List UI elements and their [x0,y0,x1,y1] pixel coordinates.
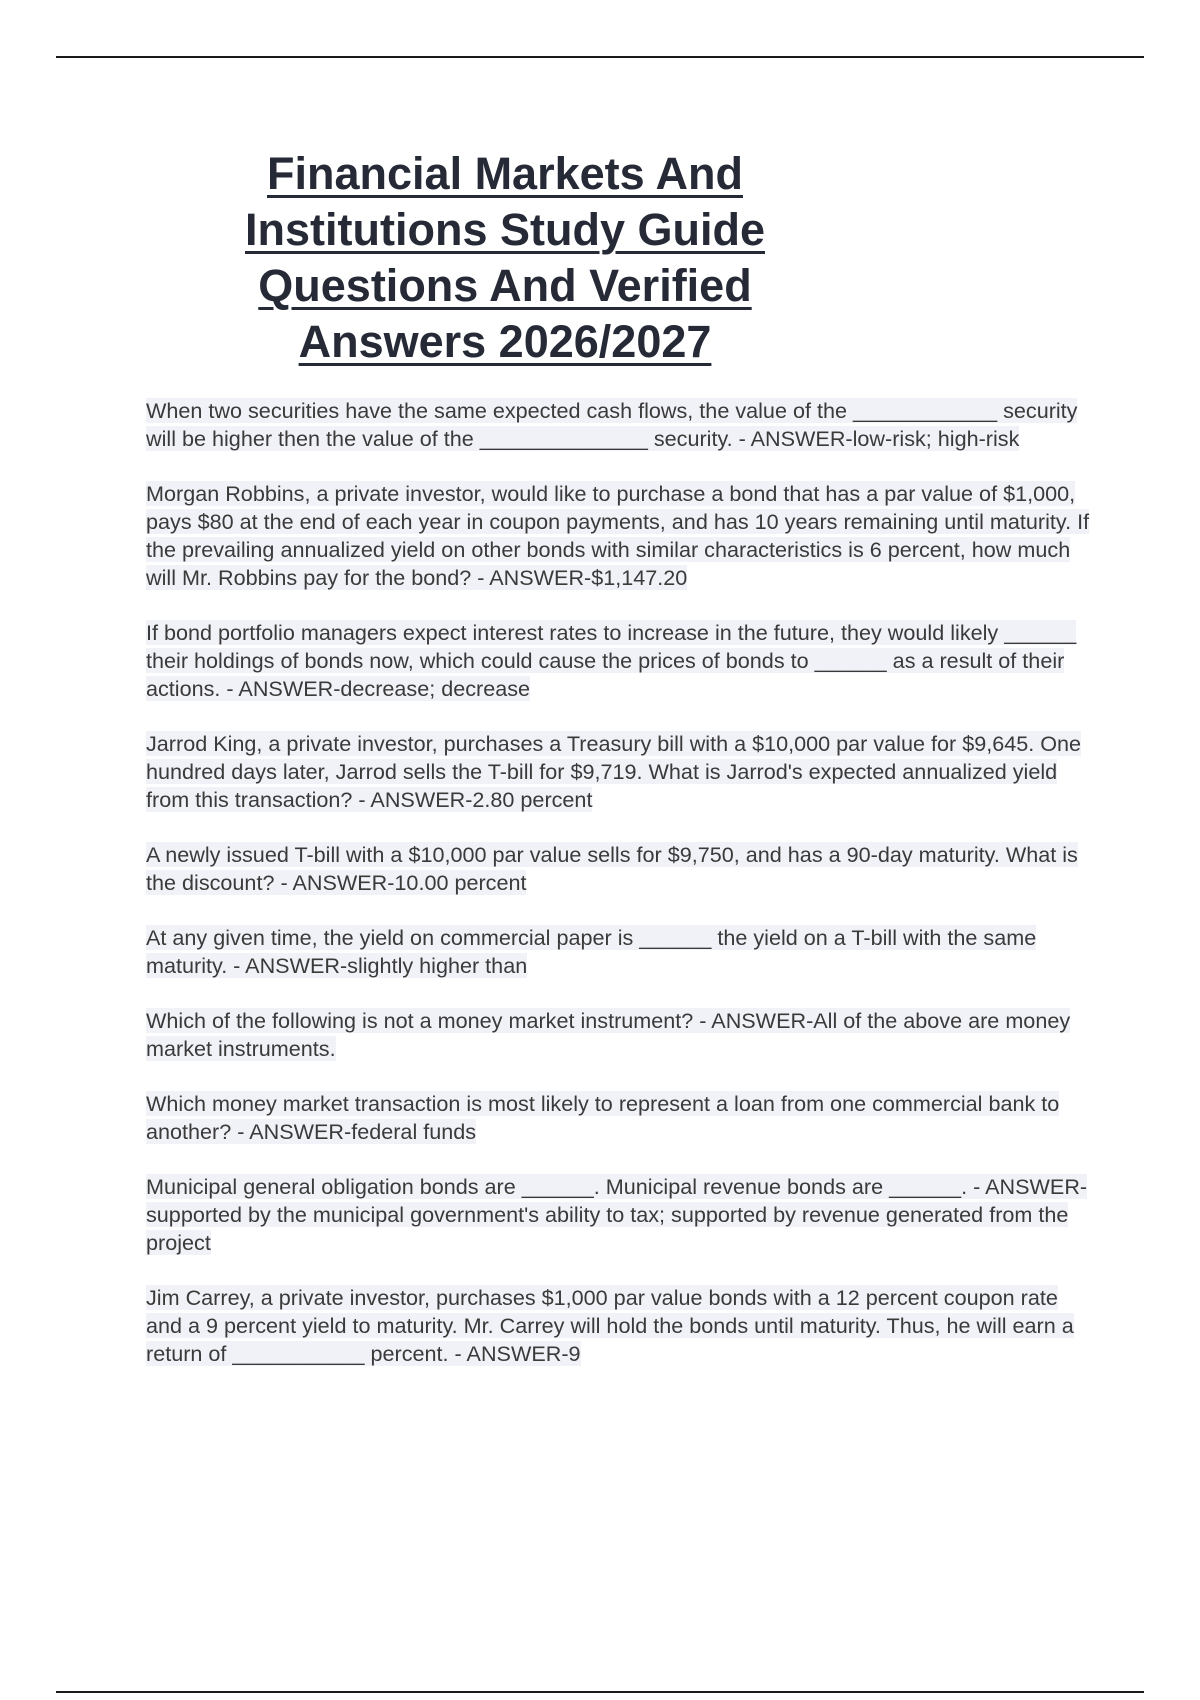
qa-text: Municipal general obligation bonds are ______. Municipal revenue bonds are ______. - ANSWER-supported by the municipal government's ability to tax; supported by revenue generated from the project [146,1174,1088,1255]
title-line: Financial Markets And [267,148,743,199]
qa-item [146,841,1091,897]
top-rule [56,56,1144,58]
qa-text: Morgan Robbins, a private investor, would like to purchase a bond that has a par value of $1,000, pays $80 at the end of each year in coupon payments, and has 10 years remaining until maturity. If the prevailing annualized yield on other bonds with similar characteristics is 6 percent, how much will Mr. Robbins pay for the bond? - ANSWER-$1,147.20 [146,481,1090,590]
qa-text: At any given time, the yield on commercial paper is ______ the yield on a T-bill with the same maturity. - ANSWER-slightly higher than [146,925,1037,978]
qa-text: When two securities have the same expected cash flows, the value of the ____________ security will be higher then the value of the ______________ security. - ANSWER-low-risk; high-risk [146,398,1078,451]
document-title [205,146,805,370]
qa-item [146,730,1091,814]
qa-text: Jarrod King, a private investor, purchases a Treasury bill with a $10,000 par value for $9,645. One hundred days later, Jarrod sells the T-bill for $9,719. What is Jarrod's expected annualized yield from this transaction? - ANSWER-2.80 percent [146,731,1082,812]
qa-text: Jim Carrey, a private investor, purchases $1,000 par value bonds with a 12 percent coupon rate and a 9 percent yield to maturity. Mr. Carrey will hold the bonds until maturity. Thus, he will earn a return of ___________ percent. - ANSWER-9 [146,1285,1074,1366]
qa-item [146,397,1091,453]
qa-item [146,619,1091,703]
qa-text: Which of the following is not a money market instrument? - ANSWER-All of the above are money market instruments. [146,1008,1071,1061]
qa-text: A newly issued T-bill with a $10,000 par value sells for $9,750, and has a 90-day maturity. What is the discount? - ANSWER-10.00 percent [146,842,1078,895]
qa-item [146,1173,1091,1257]
title-line: Questions And Verified [258,260,752,311]
title-line: Institutions Study Guide [245,204,765,255]
question-answer-list [146,397,1091,1395]
title-line: Answers 2026/2027 [298,316,712,367]
qa-item [146,1090,1091,1146]
qa-item [146,1007,1091,1063]
qa-item [146,480,1091,592]
bottom-rule [56,1691,1144,1693]
qa-item [146,1284,1091,1368]
qa-text: If bond portfolio managers expect interest rates to increase in the future, they would likely ______ their holdings of bonds now, which could cause the prices of bonds to ______ as a result of their actions. - ANSWER-decrease; decrease [146,620,1077,701]
qa-item [146,924,1091,980]
qa-text: Which money market transaction is most likely to represent a loan from one commercial bank to another? - ANSWER-federal funds [146,1091,1060,1144]
